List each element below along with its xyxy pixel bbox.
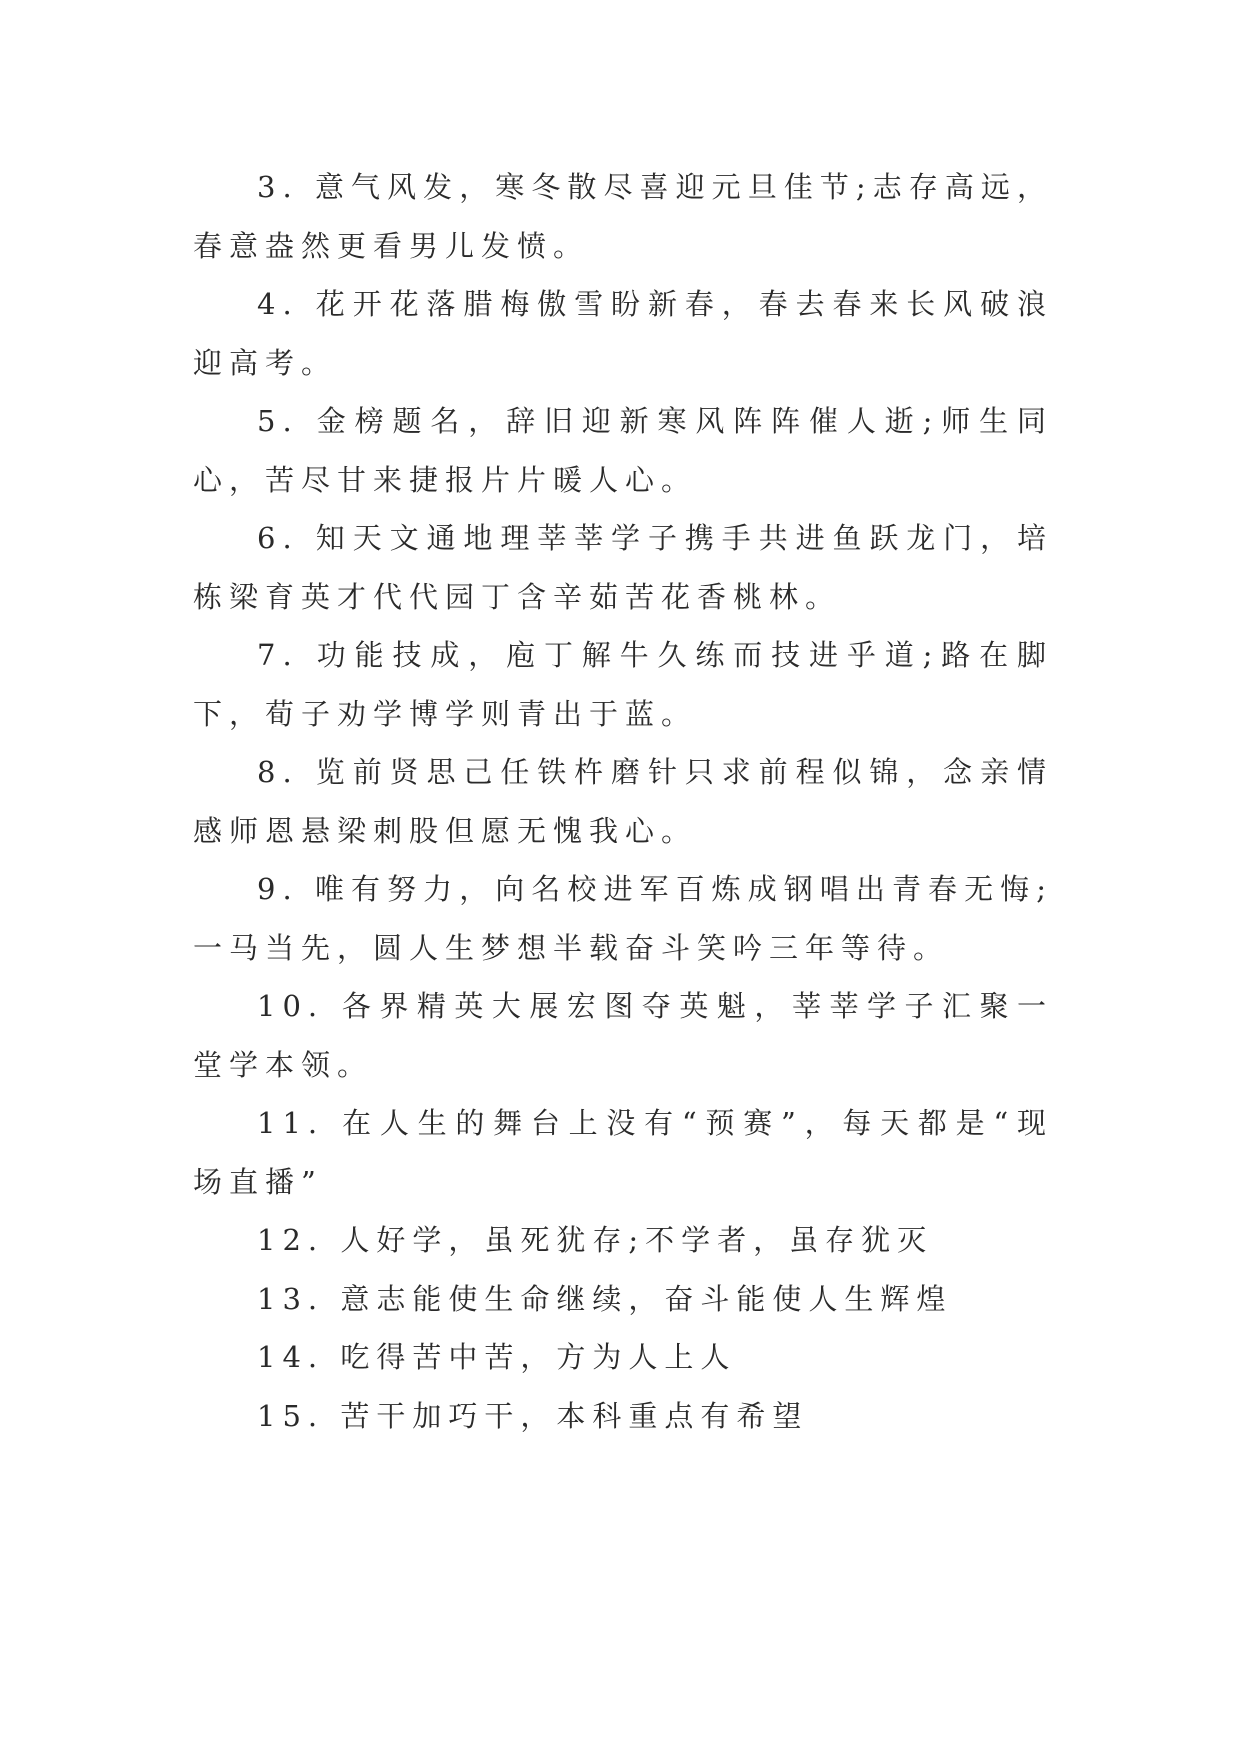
list-item: 6. 知天文通地理莘莘学子携手共进鱼跃龙门，培栋梁育英才代代园丁含辛茹苦花香桃林。 — [193, 521, 1053, 614]
list-item: 14. 吃得苦中苦，方为人上人 — [257, 1340, 737, 1374]
list-item: 7. 功能技成，庖丁解牛久练而技进乎道;路在脚下，荀子劝学博学则青出于蓝。 — [193, 638, 1053, 731]
list-item: 5. 金榜题名，辞旧迎新寒风阵阵催人逝;师生同心，苦尽甘来捷报片片暖人心。 — [193, 404, 1053, 497]
list-item: 8. 览前贤思己任铁杵磨针只求前程似锦，念亲情感师恩悬梁刺股但愿无愧我心。 — [193, 755, 1053, 848]
list-item: 9. 唯有努力，向名校进军百炼成钢唱出青春无悔;一马当先，圆人生梦想半载奋斗笑吟三年等待。 — [193, 872, 1053, 965]
slogan-list — [193, 158, 1053, 1445]
list-item: 15. 苦干加巧干，本科重点有希望 — [257, 1398, 809, 1433]
list-item: 3. 意气风发，寒冬散尽喜迎元旦佳节;志存高远，春意盎然更看男儿发愤。 — [193, 170, 1053, 263]
list-item: 13. 意志能使生命继续，奋斗能使人生辉煌 — [257, 1281, 953, 1316]
list-item: 11. 在人生的舞台上没有“预赛”，每天都是“现场直播” — [193, 1106, 1053, 1199]
list-item: 4. 花开花落腊梅傲雪盼新春，春去春来长风破浪迎高考。 — [193, 287, 1053, 380]
list-item: 10. 各界精英大展宏图夺英魁，莘莘学子汇聚一堂学本领。 — [193, 989, 1053, 1082]
list-item: 12. 人好学，虽死犹存;不学者，虽存犹灭 — [257, 1223, 934, 1257]
